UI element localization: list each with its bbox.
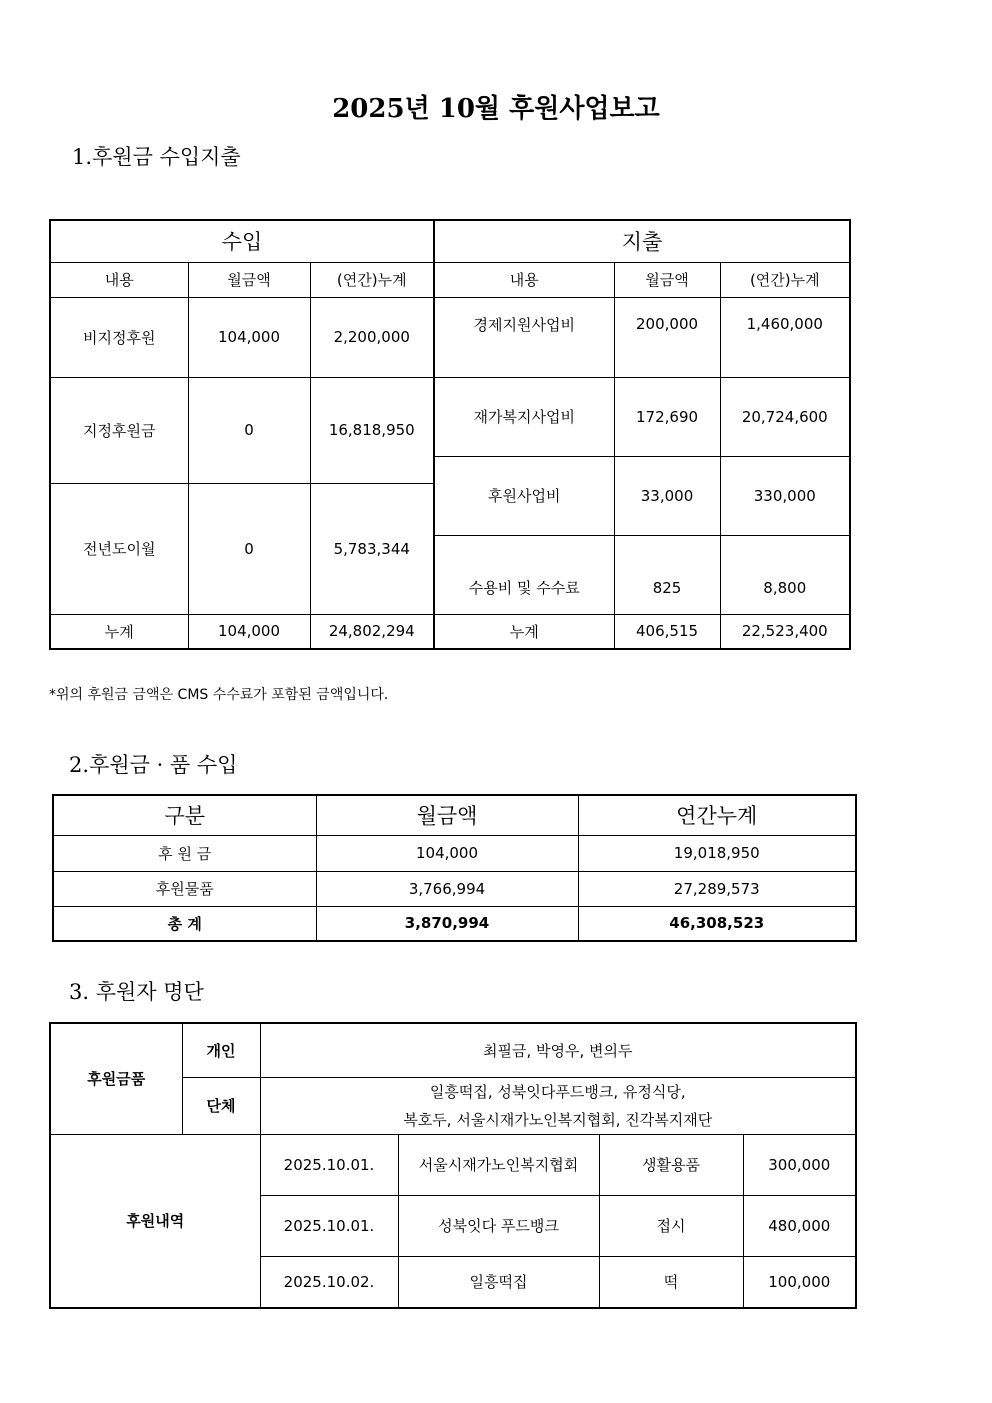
income-total-label: 누계	[50, 614, 188, 649]
history-donor: 일흥떡집	[398, 1256, 599, 1308]
organization-line: 복호두, 서울시재가노인복지협회, 진각복지재단	[403, 1110, 713, 1129]
income-row-name: 전년도이월	[50, 483, 188, 614]
history-donor: 성북잇다 푸드뱅크	[398, 1195, 599, 1256]
col-header: (연간)누계	[720, 262, 850, 297]
income-row-name: 지정후원금	[50, 377, 188, 483]
section2-heading: 2.후원금 · 품 수입	[69, 753, 238, 777]
income-row-annual: 16,818,950	[310, 377, 434, 483]
expense-label: 지출	[434, 220, 850, 262]
col-header: 내용	[434, 262, 614, 297]
expense-row-monthly: 33,000	[614, 456, 720, 535]
organization-line: 일흥떡집, 성북잇다푸드뱅크, 유정식당,	[429, 1082, 686, 1101]
donation-income-table	[52, 794, 857, 942]
col-header: 내용	[50, 262, 188, 297]
total-row-name: 총 계	[53, 906, 316, 941]
table-row-monthly: 104,000	[316, 835, 578, 871]
table-row-monthly: 3,766,994	[316, 871, 578, 906]
expense-row-name: 재가복지사업비	[434, 377, 614, 456]
income-row-annual: 5,783,344	[310, 483, 434, 614]
expense-row-annual: 8,800	[720, 535, 850, 614]
history-donor: 서울시재가노인복지협회	[398, 1134, 599, 1195]
expense-total-label: 누계	[434, 614, 614, 649]
history-amount: 300,000	[743, 1134, 856, 1195]
page-title: 2025년 10월 후원사업보고	[332, 94, 660, 124]
col-header: 구분	[53, 795, 316, 835]
table-row-annual: 19,018,950	[578, 835, 856, 871]
group-label: 후원금품	[50, 1023, 182, 1134]
total-row-monthly: 3,870,994	[316, 906, 578, 941]
fee-note: *위의 후원금 금액은 CMS 수수료가 포함된 금액입니다.	[49, 687, 389, 703]
expense-row-monthly: 200,000	[614, 297, 720, 377]
individual-names: 최필금, 박영우, 변의두	[260, 1023, 856, 1077]
income-row-monthly: 104,000	[188, 297, 310, 377]
expense-row-monthly: 172,690	[614, 377, 720, 456]
table-row-name: 후 원 금	[53, 835, 316, 871]
expense-row-name: 후원사업비	[434, 456, 614, 535]
history-amount: 100,000	[743, 1256, 856, 1308]
history-item: 생활용품	[599, 1134, 743, 1195]
expense-row-monthly: 825	[614, 535, 720, 614]
expense-row-annual: 20,724,600	[720, 377, 850, 456]
col-header: 연간누계	[578, 795, 856, 835]
history-date: 2025.10.02.	[260, 1256, 398, 1308]
col-header: (연간)누계	[310, 262, 434, 297]
expense-total-monthly: 406,515	[614, 614, 720, 649]
table-row-annual: 27,289,573	[578, 871, 856, 906]
section3-heading: 3. 후원자 명단	[69, 980, 204, 1004]
income-row-monthly: 0	[188, 483, 310, 614]
income-row-name: 비지정후원	[50, 297, 188, 377]
organization-label: 단체	[182, 1077, 260, 1134]
income-expense-table	[49, 219, 851, 650]
history-amount: 480,000	[743, 1195, 856, 1256]
history-date: 2025.10.01.	[260, 1195, 398, 1256]
history-item: 접시	[599, 1195, 743, 1256]
history-date: 2025.10.01.	[260, 1134, 398, 1195]
total-row-annual: 46,308,523	[578, 906, 856, 941]
income-label: 수입	[50, 220, 434, 262]
expense-row-annual: 1,460,000	[720, 297, 850, 377]
expense-row-annual: 330,000	[720, 456, 850, 535]
expense-total-annual: 22,523,400	[720, 614, 850, 649]
income-total-monthly: 104,000	[188, 614, 310, 649]
col-header: 월금액	[188, 262, 310, 297]
organization-names	[260, 1077, 856, 1134]
donor-list-table	[49, 1022, 857, 1309]
table-row-name: 후원물품	[53, 871, 316, 906]
individual-label: 개인	[182, 1023, 260, 1077]
income-row-annual: 2,200,000	[310, 297, 434, 377]
expense-row-name: 수용비 및 수수료	[434, 535, 614, 614]
income-total-annual: 24,802,294	[310, 614, 434, 649]
col-header: 월금액	[614, 262, 720, 297]
history-item: 떡	[599, 1256, 743, 1308]
expense-row-name: 경제지원사업비	[434, 297, 614, 377]
income-row-monthly: 0	[188, 377, 310, 483]
history-label: 후원내역	[50, 1134, 260, 1308]
section1-heading: 1.후원금 수입지출	[72, 145, 241, 169]
col-header: 월금액	[316, 795, 578, 835]
